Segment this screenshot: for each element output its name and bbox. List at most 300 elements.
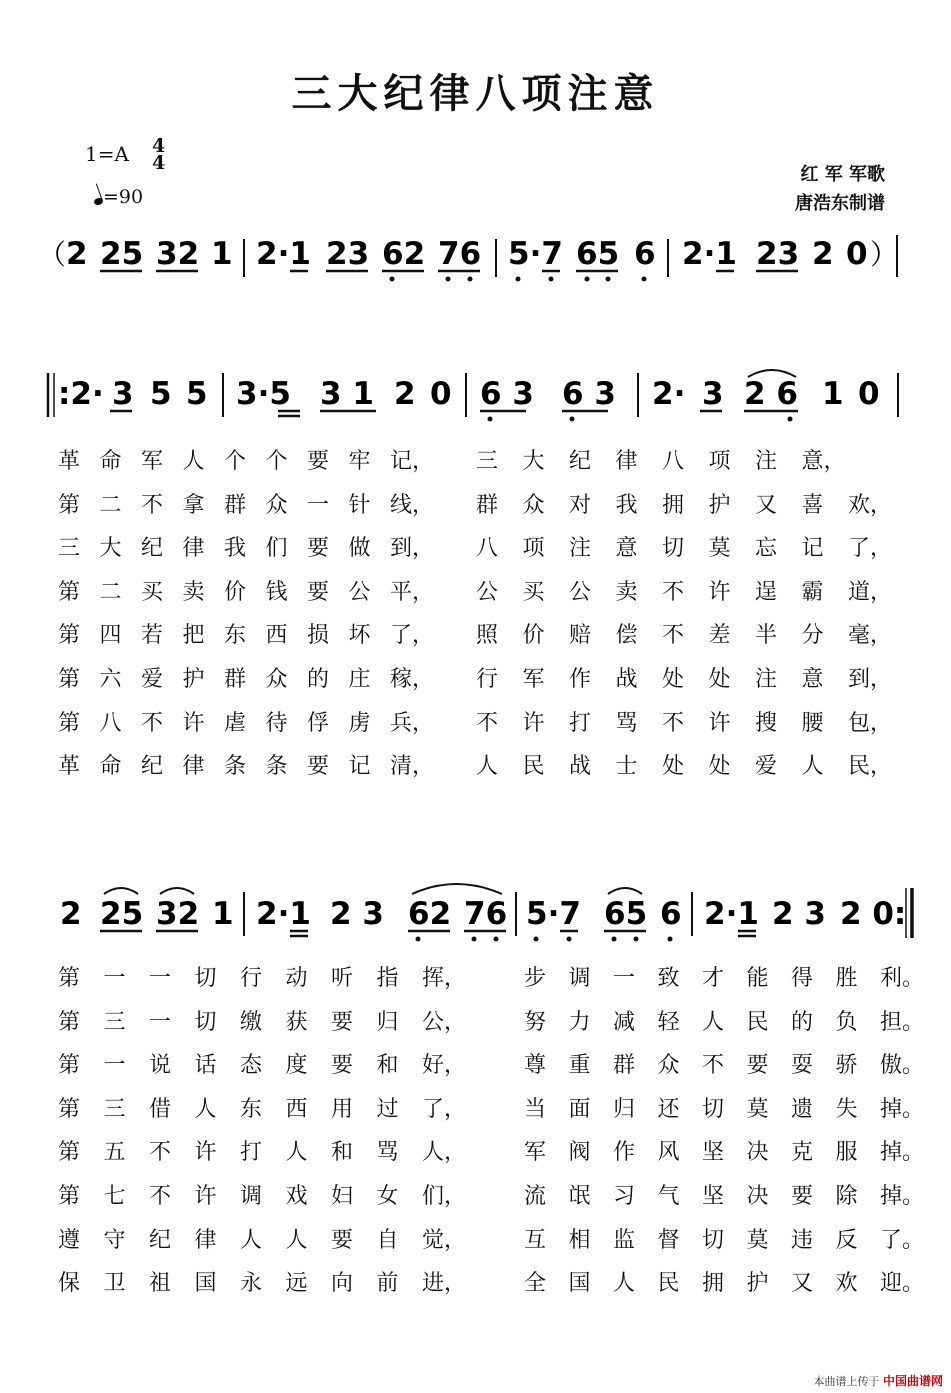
lyric-syllable: 逞 bbox=[755, 579, 778, 605]
lyric-syllable: 个 bbox=[224, 449, 247, 474]
lyric-syllable: 忘 bbox=[755, 536, 778, 562]
note: 0 bbox=[430, 376, 452, 412]
lyric-syllable: 不 bbox=[141, 710, 164, 736]
lyric-syllable: 对 bbox=[569, 492, 592, 518]
lyric-syllable: 七 bbox=[103, 1184, 126, 1209]
lyric-syllable: 的 bbox=[791, 1009, 814, 1035]
lyric-syllable: 平， bbox=[390, 579, 435, 605]
lyric-syllable: 国 bbox=[194, 1271, 217, 1297]
lyric-syllable: 永 bbox=[240, 1271, 263, 1297]
lyric-syllable: 处 bbox=[708, 667, 731, 692]
lyric-syllable: 条 bbox=[224, 754, 247, 780]
lyric-syllable: 减 bbox=[613, 1009, 636, 1035]
lyric-syllable: 军 bbox=[141, 449, 164, 474]
lyric-syllable: 过 bbox=[376, 1096, 399, 1122]
lyric-syllable: 第 bbox=[58, 966, 81, 991]
lyric-syllable: 律 bbox=[615, 449, 638, 474]
note: 0 bbox=[858, 376, 880, 412]
score-line-2 bbox=[0, 880, 951, 950]
lyric-syllable: 借 bbox=[149, 1096, 172, 1122]
lyric-syllable: 要 bbox=[307, 449, 330, 474]
lyric-syllable: 一 bbox=[613, 966, 636, 991]
lyric-syllable: 不 bbox=[702, 1053, 725, 1079]
lyric-syllable: 第 bbox=[58, 710, 81, 736]
lyric-syllable: 国 bbox=[568, 1271, 591, 1297]
lyric-syllable: 切 bbox=[194, 1009, 217, 1035]
lyric-syllable: 重 bbox=[568, 1053, 591, 1079]
lyric-syllable: 钱 bbox=[265, 579, 288, 605]
lyric-syllable: 切 bbox=[702, 1227, 725, 1253]
lyric-syllable: 人 bbox=[194, 1096, 217, 1122]
lyric-syllable: 负 bbox=[835, 1009, 858, 1035]
lyric-syllable: 俘 bbox=[307, 710, 330, 736]
lyric-syllable: 许 bbox=[708, 710, 731, 736]
lyric-syllable: 大 bbox=[99, 536, 122, 562]
lyric-syllable: 又 bbox=[791, 1271, 814, 1297]
lyric-syllable: 督 bbox=[657, 1227, 680, 1253]
lyric-syllable: 许 bbox=[182, 710, 205, 736]
lyric-syllable: 说 bbox=[149, 1053, 172, 1079]
lyric-syllable: 纪 bbox=[569, 449, 592, 474]
lyric-syllable: 八 bbox=[99, 710, 122, 736]
lyric-syllable: 命 bbox=[99, 449, 122, 474]
lyric-syllable: 偿 bbox=[615, 623, 638, 649]
lyric-syllable: 民 bbox=[657, 1271, 680, 1297]
note: 2 bbox=[60, 896, 82, 932]
lyric-syllable: 面 bbox=[568, 1096, 591, 1122]
lyric-syllable: 喜 bbox=[801, 492, 824, 518]
lyric-syllable: 要 bbox=[307, 536, 330, 562]
lyric-syllable: 公 bbox=[348, 579, 371, 605]
lyric-syllable: 坚 bbox=[702, 1184, 725, 1209]
lyric-syllable: 轻 bbox=[657, 1009, 680, 1035]
lyric-syllable: 东 bbox=[224, 623, 247, 649]
note: 2· bbox=[652, 376, 686, 412]
lyric-syllable: 和 bbox=[376, 1053, 399, 1079]
lyric-syllable: 了。 bbox=[880, 1227, 925, 1253]
lyric-syllable: 克 bbox=[791, 1140, 814, 1166]
lyric-syllable: 许 bbox=[522, 710, 545, 736]
lyric-syllable: 监 bbox=[613, 1227, 636, 1253]
lyric-syllable: 护 bbox=[746, 1271, 769, 1297]
lyric-syllable: 四 bbox=[99, 623, 122, 649]
lyric-syllable: 西 bbox=[285, 1096, 308, 1122]
lyric-syllable: 风 bbox=[657, 1140, 680, 1166]
lyric-syllable: 还 bbox=[657, 1096, 680, 1122]
lyric-syllable: 要 bbox=[746, 1053, 769, 1079]
lyric-syllable: 骂 bbox=[615, 710, 638, 736]
lyric-syllable: 许 bbox=[708, 579, 731, 605]
lyric-syllable: 听 bbox=[331, 966, 354, 991]
lyric-syllable: 第 bbox=[58, 1009, 81, 1035]
note: 62 bbox=[382, 236, 426, 272]
lyric-syllable: 当 bbox=[524, 1096, 547, 1122]
lyric-syllable: 稼， bbox=[390, 667, 435, 692]
lyric-syllable: 欢， bbox=[848, 492, 893, 518]
lyric-syllable: 迎。 bbox=[880, 1271, 925, 1297]
lyric-syllable: 众 bbox=[657, 1053, 680, 1079]
lyric-syllable: 坏 bbox=[348, 623, 371, 649]
lyric-syllable: 革 bbox=[58, 449, 81, 474]
note: 3 bbox=[702, 376, 724, 412]
lyric-syllable: 项 bbox=[522, 536, 545, 562]
lyric-syllable: 二 bbox=[99, 579, 122, 605]
lyric-syllable: 民 bbox=[746, 1009, 769, 1035]
lyric-syllable: 律 bbox=[182, 754, 205, 780]
lyric-syllable: 士 bbox=[615, 754, 638, 780]
lyric-syllable: 待 bbox=[265, 710, 288, 736]
lyric-syllable: 照 bbox=[476, 623, 499, 649]
lyric-syllable: 若 bbox=[141, 623, 164, 649]
lyric-syllable: 注 bbox=[569, 536, 592, 562]
lyric-syllable: 处 bbox=[662, 754, 685, 780]
lyric-syllable: 指 bbox=[376, 966, 399, 991]
lyric-syllable: 掉。 bbox=[880, 1184, 925, 1209]
lyric-syllable: 人 bbox=[476, 754, 499, 780]
lyric-syllable: 远 bbox=[285, 1271, 308, 1297]
lyric-syllable: 相 bbox=[568, 1227, 591, 1253]
lyric-syllable: 尊 bbox=[524, 1053, 547, 1079]
lyric-syllable: 赔 bbox=[569, 623, 592, 649]
lyric-syllable: 女 bbox=[376, 1184, 399, 1209]
note: 62 bbox=[408, 896, 452, 932]
lyric-syllable: 差 bbox=[708, 623, 731, 649]
lyric-syllable: 除 bbox=[835, 1184, 858, 1209]
lyric-syllable: 全 bbox=[524, 1271, 547, 1297]
lyric-syllable: 作 bbox=[569, 667, 592, 692]
lyric-syllable: 步 bbox=[524, 966, 547, 991]
lyric-syllable: 骄 bbox=[835, 1053, 858, 1079]
lyric-syllable: 能 bbox=[746, 966, 769, 991]
lyric-syllable: 服 bbox=[835, 1140, 858, 1166]
tempo-value: =90 bbox=[103, 186, 144, 208]
notation-line-2 bbox=[0, 880, 951, 950]
note: 65 bbox=[604, 896, 648, 932]
lyric-syllable: 打 bbox=[569, 710, 592, 736]
lyric-syllable: 意 bbox=[615, 536, 638, 562]
lyric-syllable: 拥 bbox=[662, 492, 685, 518]
lyric-syllable: 行 bbox=[240, 966, 263, 991]
lyric-syllable: 了， bbox=[848, 536, 893, 562]
lyric-syllable: 担。 bbox=[880, 1009, 925, 1035]
lyric-syllable: 纪 bbox=[149, 1227, 172, 1253]
note: 76 bbox=[464, 896, 508, 932]
lyric-syllable: 人 bbox=[182, 449, 205, 474]
lyric-syllable: 群 bbox=[224, 667, 247, 692]
lyric-syllable: 归 bbox=[376, 1009, 399, 1035]
lyric-syllable: 二 bbox=[99, 492, 122, 518]
footer-prefix: 本曲谱上传于 bbox=[813, 1375, 880, 1388]
lyric-syllable: 才 bbox=[702, 966, 725, 991]
lyric-syllable: 把 bbox=[182, 623, 205, 649]
lyric-syllable: 挥， bbox=[422, 966, 467, 991]
note: 5·7 bbox=[508, 236, 563, 272]
lyric-syllable: 不 bbox=[662, 579, 685, 605]
notation-line-1 bbox=[0, 365, 951, 435]
lyric-syllable: 军 bbox=[524, 1140, 547, 1166]
lyric-syllable: 进， bbox=[422, 1271, 467, 1297]
lyric-syllable: 了， bbox=[390, 623, 435, 649]
lyric-syllable: 记 bbox=[801, 536, 824, 562]
lyric-syllable: 和 bbox=[331, 1140, 354, 1166]
lyric-syllable: 缴 bbox=[240, 1009, 263, 1035]
lyric-syllable: 莫 bbox=[746, 1227, 769, 1253]
lyric-syllable: 革 bbox=[58, 754, 81, 780]
lyric-syllable: 行 bbox=[476, 667, 499, 692]
lyric-syllable: 力 bbox=[568, 1009, 591, 1035]
lyric-syllable: 命 bbox=[99, 754, 122, 780]
lyric-syllable: 们 bbox=[265, 536, 288, 562]
lyric-syllable: 群 bbox=[476, 492, 499, 518]
intro-notation bbox=[0, 225, 951, 295]
lyric-syllable: 爱 bbox=[755, 754, 778, 780]
lyric-syllable: 大 bbox=[522, 449, 545, 474]
lyric-syllable: 欢 bbox=[835, 1271, 858, 1297]
lyric-syllable: 公 bbox=[569, 579, 592, 605]
note: 5 bbox=[186, 376, 208, 412]
note: 23 bbox=[756, 236, 800, 272]
lyric-syllable: 致 bbox=[657, 966, 680, 991]
footer-credit bbox=[813, 1372, 943, 1389]
lyric-syllable: 到， bbox=[390, 536, 435, 562]
lyric-syllable: 骂 bbox=[376, 1140, 399, 1166]
note: 5 bbox=[150, 376, 172, 412]
lyric-syllable: 注 bbox=[755, 449, 778, 474]
lyric-syllable: 动 bbox=[285, 966, 308, 991]
lyric-syllable: 众 bbox=[522, 492, 545, 518]
lyric-syllable: 遗 bbox=[791, 1096, 814, 1122]
lyric-syllable: 损 bbox=[307, 623, 330, 649]
lyric-syllable: 意， bbox=[801, 449, 846, 474]
lyric-syllable: 决 bbox=[746, 1140, 769, 1166]
note: 2 bbox=[812, 236, 834, 272]
lyric-syllable: 要 bbox=[331, 1053, 354, 1079]
note: 2·1 bbox=[682, 236, 737, 272]
lyric-syllable: 搜 bbox=[755, 710, 778, 736]
lyric-syllable: 一 bbox=[307, 492, 330, 518]
lyric-syllable: 一 bbox=[149, 966, 172, 991]
lyric-syllable: 习 bbox=[613, 1184, 636, 1209]
lyric-syllable: 人 bbox=[240, 1227, 263, 1253]
close-paren: ） bbox=[870, 238, 899, 271]
lyric-syllable: 毫， bbox=[848, 623, 893, 649]
lyric-syllable: 人， bbox=[422, 1140, 467, 1166]
lyric-syllable: 打 bbox=[240, 1140, 263, 1166]
lyric-syllable: 不 bbox=[476, 710, 499, 736]
lyric-syllable: 要 bbox=[791, 1184, 814, 1209]
note: 2·1 bbox=[256, 896, 311, 932]
lyric-syllable: 度 bbox=[285, 1053, 308, 1079]
lyric-syllable: 爱 bbox=[141, 667, 164, 692]
lyric-syllable: 们， bbox=[422, 1184, 467, 1209]
lyric-syllable: 个 bbox=[265, 449, 288, 474]
lyric-syllable: 公 bbox=[476, 579, 499, 605]
lyric-syllable: 不 bbox=[149, 1140, 172, 1166]
lyric-syllable: 态 bbox=[240, 1053, 263, 1079]
lyric-syllable: 针 bbox=[348, 492, 371, 518]
lyric-syllable: 祖 bbox=[149, 1271, 172, 1297]
lyric-syllable: 众 bbox=[265, 667, 288, 692]
lyric-syllable: 一 bbox=[103, 966, 126, 991]
lyric-syllable: 人 bbox=[702, 1009, 725, 1035]
note: 76 bbox=[438, 236, 482, 272]
lyric-syllable: 做 bbox=[348, 536, 371, 562]
lyric-syllable: 三 bbox=[103, 1096, 126, 1122]
lyric-syllable: 线， bbox=[390, 492, 435, 518]
lyric-syllable: 好， bbox=[422, 1053, 467, 1079]
lyric-syllable: 许 bbox=[194, 1184, 217, 1209]
note: 6 bbox=[634, 236, 656, 272]
lyric-syllable: 切 bbox=[662, 536, 685, 562]
lyric-syllable: 道， bbox=[848, 579, 893, 605]
lyric-syllable: 项 bbox=[708, 449, 731, 474]
lyric-syllable: 腰 bbox=[801, 710, 824, 736]
lyric-syllable: 又 bbox=[755, 492, 778, 518]
lyric-syllable: 虐 bbox=[224, 710, 247, 736]
lyric-syllable: 切 bbox=[194, 966, 217, 991]
lyric-syllable: 庄 bbox=[348, 667, 371, 692]
lyric-syllable: 切 bbox=[702, 1096, 725, 1122]
lyric-syllable: 买 bbox=[141, 579, 164, 605]
note: 2 bbox=[66, 236, 88, 272]
lyric-syllable: 互 bbox=[524, 1227, 547, 1253]
lyric-syllable: 纪 bbox=[141, 536, 164, 562]
note: 5·7 bbox=[526, 896, 581, 932]
lyric-syllable: 卫 bbox=[103, 1271, 126, 1297]
lyric-syllable: 第 bbox=[58, 579, 81, 605]
lyric-syllable: 民， bbox=[848, 754, 893, 780]
lyric-syllable: 第 bbox=[58, 1053, 81, 1079]
lyric-syllable: 包， bbox=[848, 710, 893, 736]
lyric-syllable: 拿 bbox=[182, 492, 205, 518]
lyric-syllable: 我 bbox=[615, 492, 638, 518]
note: 6 bbox=[660, 896, 682, 932]
note: 3 bbox=[112, 376, 134, 412]
lyric-syllable: 牢 bbox=[348, 449, 371, 474]
note: 2·1 bbox=[704, 896, 759, 932]
lyric-syllable: 卖 bbox=[615, 579, 638, 605]
lyric-syllable: 掉。 bbox=[880, 1096, 925, 1122]
time-signature bbox=[152, 135, 166, 174]
note: :2· bbox=[58, 376, 104, 412]
time-signature-top: 4 bbox=[152, 135, 166, 157]
note: 25 bbox=[100, 236, 144, 272]
lyric-syllable: 违 bbox=[791, 1227, 814, 1253]
lyric-syllable: 护 bbox=[182, 667, 205, 692]
note: 1 bbox=[211, 236, 233, 272]
lyric-syllable: 掉。 bbox=[880, 1140, 925, 1166]
lyric-syllable: 一 bbox=[149, 1009, 172, 1035]
lyric-syllable: 妇 bbox=[331, 1184, 354, 1209]
lyric-syllable: 自 bbox=[376, 1227, 399, 1253]
open-paren: （ bbox=[38, 238, 67, 271]
note: 2 3 bbox=[772, 896, 826, 932]
lyric-syllable: 分 bbox=[801, 623, 824, 649]
lyric-syllable: 众 bbox=[265, 492, 288, 518]
lyric-syllable: 到， bbox=[848, 667, 893, 692]
lyric-syllable: 第 bbox=[58, 623, 81, 649]
lyric-syllable: 第 bbox=[58, 1140, 81, 1166]
lyric-syllable: 保 bbox=[58, 1271, 81, 1297]
site-logo[interactable]: 中国曲谱网 bbox=[882, 1374, 943, 1388]
lyric-syllable: 调 bbox=[568, 966, 591, 991]
lyric-syllable: 民 bbox=[522, 754, 545, 780]
lyric-syllable: 价 bbox=[522, 623, 545, 649]
lyric-syllable: 得 bbox=[791, 966, 814, 991]
lyric-syllable: 失 bbox=[835, 1096, 858, 1122]
lyric-syllable: 五 bbox=[103, 1140, 126, 1166]
song-title: 三大纪律八项注意 bbox=[291, 70, 660, 117]
note: 2 bbox=[394, 376, 416, 412]
lyric-syllable: 律 bbox=[194, 1227, 217, 1253]
lyric-syllable: 拥 bbox=[702, 1271, 725, 1297]
time-signature-bottom: 4 bbox=[152, 152, 166, 174]
lyric-syllable: 护 bbox=[708, 492, 731, 518]
note: 23 bbox=[326, 236, 370, 272]
lyric-syllable: 卖 bbox=[182, 579, 205, 605]
note: 65 bbox=[576, 236, 620, 272]
lyric-syllable: 遵 bbox=[58, 1227, 81, 1253]
lyric-syllable: 胜 bbox=[835, 966, 858, 991]
lyric-syllable: 莫 bbox=[746, 1096, 769, 1122]
lyric-syllable: 获 bbox=[285, 1009, 308, 1035]
note: 3·5 bbox=[236, 376, 291, 412]
lyric-syllable: 用 bbox=[331, 1096, 354, 1122]
lyric-syllable: 注 bbox=[755, 667, 778, 692]
lyric-syllable: 东 bbox=[240, 1096, 263, 1122]
lyric-syllable: 纪 bbox=[141, 754, 164, 780]
lyric-syllable: 处 bbox=[662, 667, 685, 692]
lyric-syllable: 要 bbox=[331, 1009, 354, 1035]
lyric-syllable: 傲。 bbox=[880, 1053, 925, 1079]
lyric-syllable: 要 bbox=[307, 579, 330, 605]
lyric-syllable: 氓 bbox=[568, 1184, 591, 1209]
lyric-syllable: 努 bbox=[524, 1009, 547, 1035]
lyric-syllable: 清， bbox=[390, 754, 435, 780]
note: 0 bbox=[846, 236, 868, 272]
lyric-syllable: 第 bbox=[58, 1184, 81, 1209]
lyric-syllable: 群 bbox=[613, 1053, 636, 1079]
lyric-syllable: 的 bbox=[307, 667, 330, 692]
lyric-syllable: 了， bbox=[422, 1096, 467, 1122]
lyric-syllable: 莫 bbox=[708, 536, 731, 562]
note: 32 bbox=[156, 236, 200, 272]
lyric-syllable: 话 bbox=[194, 1053, 217, 1079]
lyric-syllable: 群 bbox=[224, 492, 247, 518]
lyric-syllable: 前 bbox=[376, 1271, 399, 1297]
lyric-syllable: 作 bbox=[613, 1140, 636, 1166]
lyric-syllable: 第 bbox=[58, 492, 81, 518]
note: 32 bbox=[156, 896, 200, 932]
lyric-syllable: 要 bbox=[331, 1227, 354, 1253]
lyric-syllable: 不 bbox=[141, 492, 164, 518]
lyric-syllable: 人 bbox=[801, 754, 824, 780]
lyric-syllable: 人 bbox=[613, 1271, 636, 1297]
lyric-syllable: 戏 bbox=[285, 1184, 308, 1209]
note: 2·1 bbox=[256, 236, 311, 272]
lyric-syllable: 价 bbox=[224, 579, 247, 605]
lyric-syllable: 气 bbox=[657, 1184, 680, 1209]
lyric-syllable: 记 bbox=[348, 754, 371, 780]
lyric-syllable: 觉， bbox=[422, 1227, 467, 1253]
note: 25 bbox=[100, 896, 144, 932]
lyric-syllable: 阀 bbox=[568, 1140, 591, 1166]
lyric-syllable: 兵， bbox=[390, 710, 435, 736]
lyric-syllable: 处 bbox=[708, 754, 731, 780]
lyric-syllable: 条 bbox=[265, 754, 288, 780]
key-signature: 1=A bbox=[85, 142, 129, 166]
lyric-syllable: 三 bbox=[103, 1009, 126, 1035]
